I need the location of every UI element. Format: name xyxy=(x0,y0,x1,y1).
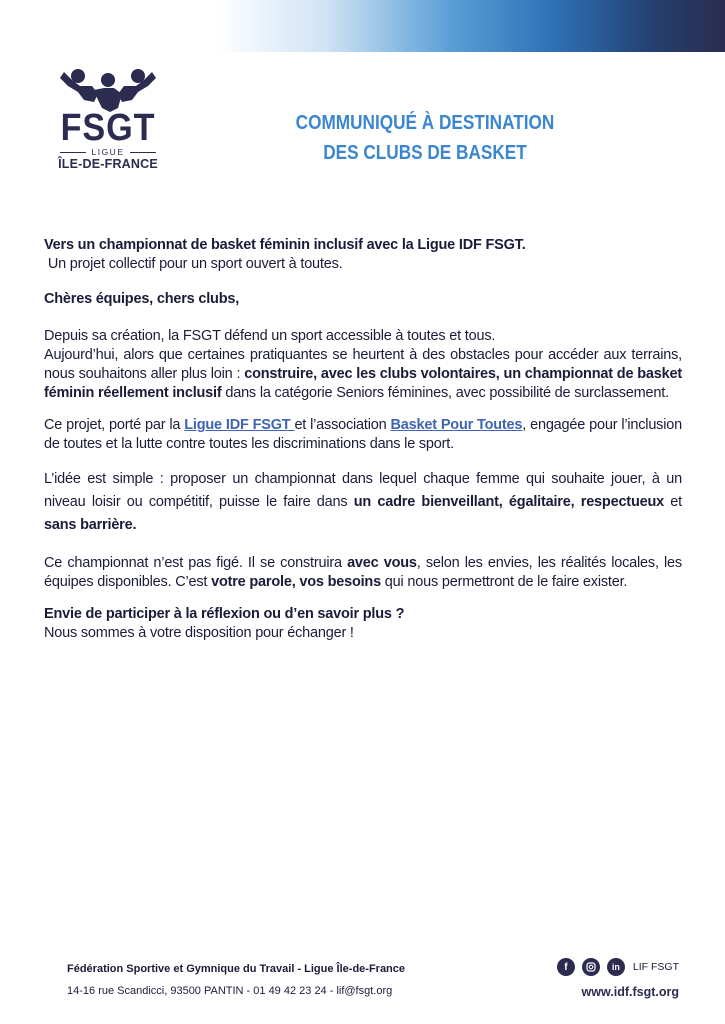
logo-fsgt-text: FSGT xyxy=(60,107,156,149)
p2-text-a: Ce projet, porté par la xyxy=(44,417,185,433)
p2-text-c: , engagée pour l’inclusion de toutes et la lutte contre toutes les discriminations dans le sport. xyxy=(44,417,682,452)
fsgt-logo xyxy=(52,68,164,180)
p1-line1: Depuis sa création, la FSGT défend un sport accessible à toutes et tous. xyxy=(44,328,496,344)
logo-region-text: ÎLE-DE-FRANCE xyxy=(58,157,158,171)
link-ligue-idf-fsgt[interactable]: Ligue IDF FSGT xyxy=(184,417,295,433)
p1-text-a: Aujourd’hui, alors que certaines pratiquantes se heurtent à des obstacles pour accéder aux terrains, nous souhaitons aller plus loin : xyxy=(44,347,682,382)
header-gradient-band xyxy=(0,0,725,52)
closing-line: Nous sommes à votre disposition pour échanger ! xyxy=(44,625,354,641)
link-basket-pour-toutes[interactable]: Basket Pour Toutes xyxy=(390,417,523,433)
paragraph-4 xyxy=(44,554,682,592)
p3-text-c: et xyxy=(663,494,682,510)
p4-text-c: , selon les envies, les réalités locales, les équipes disponibles. C’est xyxy=(44,555,682,590)
p2-text-b: et l’association xyxy=(294,417,391,433)
p1-text-bold: construire, avec les clubs volontaires, un championnat de basket féminin réellement inclusif xyxy=(44,366,682,401)
footer-contact xyxy=(67,962,405,998)
intro-headline: Vers un championnat de basket féminin inclusif avec la Ligue IDF FSGT. xyxy=(44,237,526,253)
footer-social xyxy=(550,958,679,999)
p1-text-c: dans la catégorie Seniors féminines, avec possibilité de surclassement. xyxy=(221,385,669,401)
title-line-2: DES CLUBS DE BASKET xyxy=(323,142,527,164)
closing-question: Envie de participer à la réflexion ou d’en savoir plus ? xyxy=(44,606,405,622)
p4-text-e: qui nous permettront de le faire exister. xyxy=(380,574,628,590)
footer-org-name: Fédération Sportive et Gymnique du Travail - Ligue Île-de-France xyxy=(67,963,406,975)
footer-address: 14-16 rue Scandicci, 93500 PANTIN - 01 49 42 23 24 - lif@fsgt.org xyxy=(67,985,393,997)
paragraph-3 xyxy=(44,468,682,537)
p4-text-a: Ce championnat n’est pas figé. Il se construira xyxy=(44,555,348,571)
p4-text-bold-1: avec vous xyxy=(347,555,417,571)
title-line-1: COMMUNIQUÉ À DESTINATION xyxy=(295,112,555,134)
p3-text-bold-1: un cadre bienveillant, égalitaire, respectueux xyxy=(353,494,664,510)
intro-subline: Un projet collectif pour un sport ouvert à toutes. xyxy=(44,256,343,272)
greeting: Chères équipes, chers clubs, xyxy=(44,291,240,307)
paragraph-2 xyxy=(44,416,682,454)
website-link[interactable]: www.idf.fsgt.org xyxy=(581,985,679,999)
linkedin-icon[interactable]: in xyxy=(607,958,625,976)
p4-text-bold-2: votre parole, vos besoins xyxy=(211,574,381,590)
paragraph-1 xyxy=(44,346,682,403)
p3-text-a: L’idée est simple : proposer un championnat dans lequel chaque femme qui souhaite jouer, à un niveau loisir ou compétitif, puisse le faire dans xyxy=(44,471,682,510)
page-title xyxy=(279,108,571,168)
instagram-icon[interactable] xyxy=(582,958,600,976)
facebook-icon[interactable]: f xyxy=(557,958,575,976)
communique-body xyxy=(44,236,682,643)
logo-ligue-text: LIGUE xyxy=(91,147,125,157)
social-handle: LIF FSGT xyxy=(632,961,679,973)
p3-text-bold-2: sans barrière. xyxy=(44,517,137,533)
